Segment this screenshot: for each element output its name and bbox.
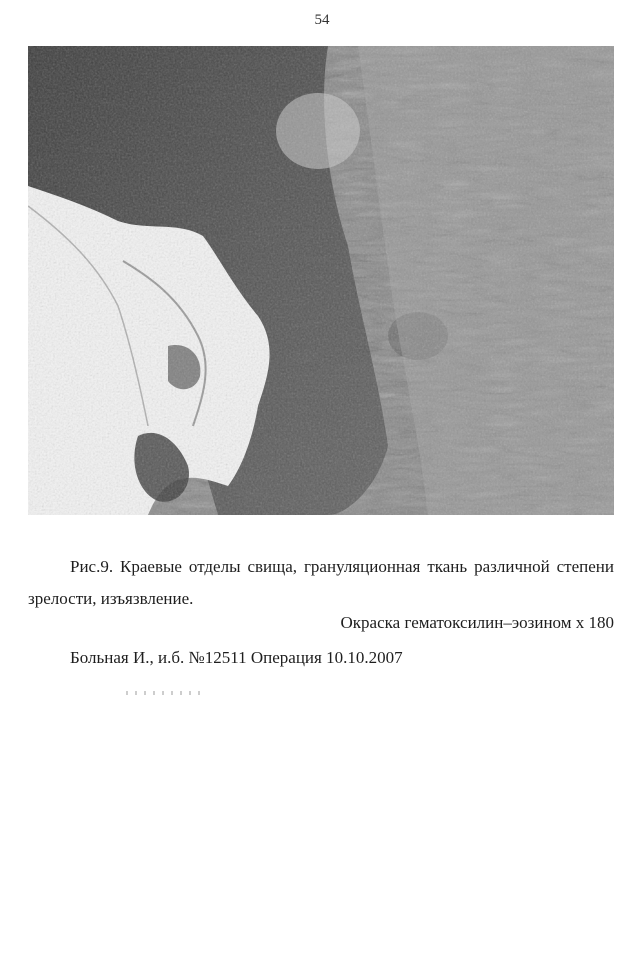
histology-micrograph	[28, 46, 614, 515]
patient-info: Больная И., и.б. №12511 Операция 10.10.2007	[70, 648, 403, 667]
cell-grain	[28, 46, 614, 515]
scan-artifact	[126, 691, 206, 695]
figure-caption: Рис.9. Краевые отделы свища, грануляционная ткань различной степени зрелости, изъязвление.	[28, 557, 614, 608]
page-number: 54	[314, 12, 330, 28]
stain-note: Окраска гематоксилин–эозином х 180	[340, 613, 614, 632]
